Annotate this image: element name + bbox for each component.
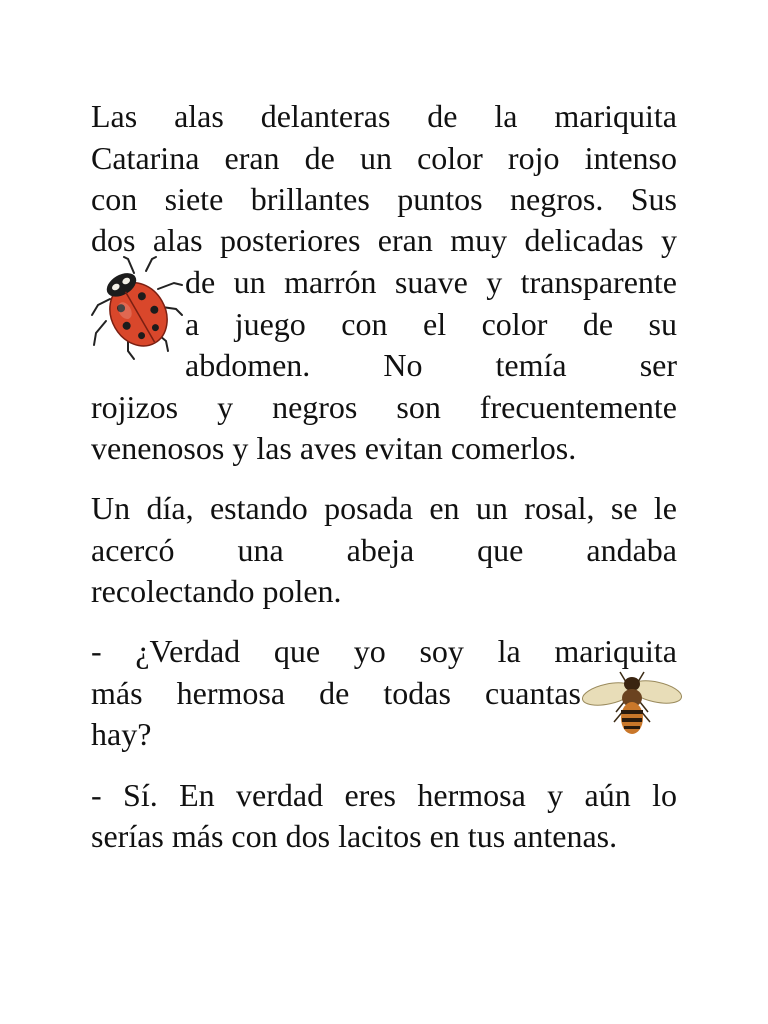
ladybug-icon [88, 255, 188, 365]
story-line: recolectando polen. [91, 573, 342, 609]
story-line: dos alas posteriores eran muy delicadas y [91, 222, 677, 258]
story-line: abdomen. No temía ser [185, 347, 677, 383]
story-line: Un día, estando posada en un rosal, se le [91, 490, 677, 526]
story-line: a juego con el color de su [185, 306, 677, 342]
story-line: acercó una abeja que andaba [91, 532, 677, 568]
dialogue-line: más hermosa de todas cuantas [91, 675, 581, 711]
story-line: rojizos y negros son frecuentemente [91, 389, 677, 425]
dialogue-line: serías más con dos lacitos en tus antenas. [91, 818, 618, 854]
story-line: de un marrón suave y transparente [185, 264, 677, 300]
bee-icon [582, 668, 682, 738]
story-line: venenosos y las aves evitan comerlos. [91, 430, 577, 466]
dialogue-line: - ¿Verdad que yo soy la mariquita [91, 633, 677, 669]
story-line: Las alas delanteras de la mariquita [91, 98, 677, 134]
dialogue-line: - Sí. En verdad eres hermosa y aún lo [91, 777, 677, 813]
story-line: Catarina eran de un color rojo intenso [91, 140, 677, 176]
story-line: con siete brillantes puntos negros. Sus [91, 181, 677, 217]
dialogue-line: hay? [91, 716, 152, 752]
